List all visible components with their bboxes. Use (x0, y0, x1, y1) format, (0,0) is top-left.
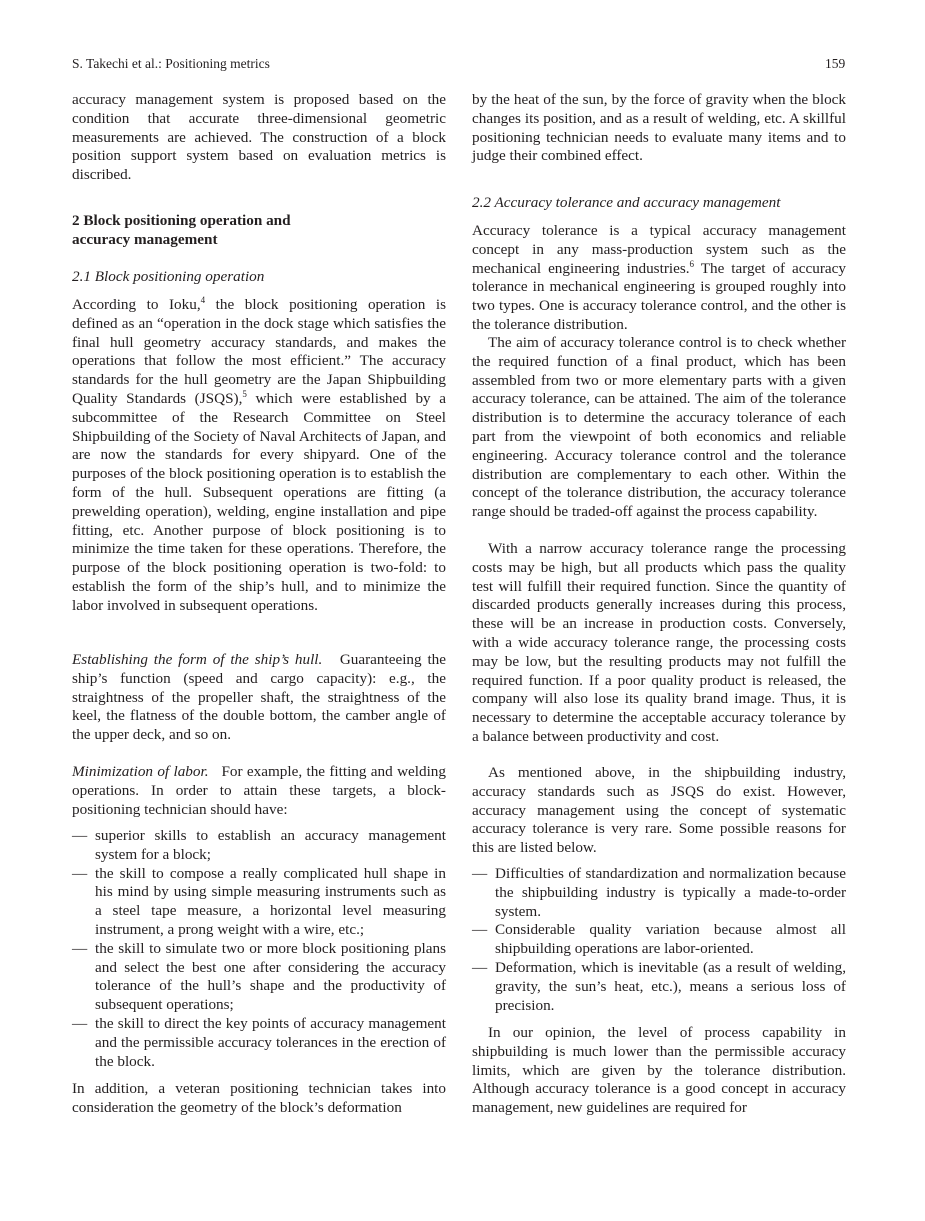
list-item (472, 921, 846, 959)
text: The target of accuracy tolerance in mechanical engineering is grouped roughly into two types. One is accuracy tolerance control, and the other is the tolerance distribution. (472, 259, 846, 333)
list-text: the skill to direct the key points of accuracy management and the permissible accuracy tolerances in the erection of the block. (95, 1014, 446, 1070)
section-heading (72, 212, 446, 250)
dash: — (72, 827, 88, 844)
list-item (72, 1015, 446, 1071)
dash: — (72, 939, 88, 957)
paragraph: In addition, a veteran positioning technician takes into consideration the geometry of the block’s deformation (72, 1080, 446, 1116)
list-item (72, 940, 446, 1015)
text: which were established by a subcommittee of the Research Committee on Steel Shipbuilding of the Society of Naval Architects of Japan, and are now the standards for every shipyard. One of the purposes of the block positioning operation is to establish the form of the hull. Subsequent operations are fitting (a prewelding operation), welding, engine installation and pipe fitting, etc. Another purpose of block positioning is to minimize the time taken for these operations. Therefore, the purpose of the block positioning operation is two-fold: to establish the form of the ship’s hull, and to minimize the labor involved in subsequent operations. (72, 389, 446, 614)
running-title: S. Takechi et al.: Positioning metrics (72, 56, 270, 71)
dash: — (472, 865, 488, 882)
paragraph: With a narrow accuracy tolerance range the processing costs may be high, but all products which pass the quality test will fulfill their required function. Since the quantity of discarded products generally increases during this process, these will be an increase in production costs. Conversely, with a wide accuracy tolerance range, the processing costs may be low, but the resulting products may not fulfill the required function. If a poor quality product is released, the company will also lose its quality brand image. Thus, it is necessary to determine the acceptable accuracy tolerance by a balance between productivity and cost. (472, 540, 846, 745)
list-text: the skill to compose a really complicated hull shape in his mind by using simple measuring instruments such as a steel tape measure, a horizontal level measuring instrument, a prong weight with a wire, etc.; (95, 864, 446, 938)
paragraph (72, 763, 446, 819)
paragraph (72, 651, 446, 745)
section-heading-line: 2 Block positioning operation and (72, 212, 291, 229)
list-item (72, 865, 446, 940)
dash: — (472, 921, 488, 939)
text: Accuracy tolerance is a typical accuracy management concept in any mass-production system such as the mechanical engineering industries. (472, 222, 846, 277)
section-heading-line: accuracy management (72, 230, 218, 248)
text: According to Ioku, (72, 296, 201, 313)
reference: 6 (689, 258, 695, 269)
text: the block positioning operation is defined as an “operation in the dock stage which satisfies the final hull geometry accuracy standards, and makes the operations that follow the most efficient.” The accuracy standards for the hull geometry are the Japan Shipbuilding Quality Standards (JSQS), (72, 296, 446, 407)
dash: — (72, 864, 88, 882)
list-text: the skill to simulate two or more block positioning plans and select the best one after considering the accuracy tolerance of the hull’s shape and the productivity of subsequent operations; (95, 939, 446, 1014)
text: Guaranteeing the ship’s function (speed and cargo capacity): e.g., the straightness of the propeller shaft, the straightness of the keel, the flatness of the double bottom, the camber angle of the upper deck, and so on. (72, 651, 447, 744)
list-item (472, 959, 846, 1015)
list-text: superior skills to establish an accuracy management system for a block; (95, 827, 446, 863)
subsection-heading: 2.1 Block positioning operation (72, 268, 265, 285)
paragraph: The aim of accuracy tolerance control is to check whether the required function of a final product, which has been assembled from two or more elementary parts with a given accuracy tolerance, can be attained. The aim of the tolerance distribution is to determine the accuracy tolerance of each part from the viewpoint of both economics and reliable engineering. Accuracy tolerance control and the tolerance distribution are complementary to each other. Within the concept of the tolerance distribution, the accuracy tolerance range should be traded-off against the process capability. (472, 334, 846, 521)
paragraph (72, 296, 446, 616)
list-item (472, 865, 846, 921)
paragraph: accuracy management system is proposed based on the condition that accurate three-dimensional geometric measurements are achieved. The construction of a block position support system based on evaluation metrics is discribed. (72, 91, 446, 184)
list-text: Deformation, which is inevitable (as a result of welding, gravity, the sun’s heat, etc.), means a serious loss of precision. (495, 958, 846, 1014)
paragraph: In our opinion, the level of process capability in shipbuilding is much lower than the permissible accuracy limits, which are given by the tolerance distribution. Although accuracy tolerance is a good concept in accuracy management, new guidelines are required for (472, 1024, 846, 1117)
run-in-heading: Establishing the form of the ship’s hull. (72, 651, 323, 668)
list-item (72, 827, 446, 865)
reference: 4 (200, 294, 206, 305)
paragraph: by the heat of the sun, by the force of gravity when the block changes its position, and as a result of welding, etc. A skillful positioning technician needs to evaluate many items and to judge their combined effect. (472, 91, 846, 165)
paragraph (472, 222, 846, 335)
run-in-heading: Minimization of labor. (72, 763, 209, 780)
dash: — (72, 1014, 88, 1032)
subsection-heading: 2.2 Accuracy tolerance and accuracy management (472, 194, 781, 211)
list-text: Difficulties of standardization and normalization because the shipbuilding industry is typically a made-to-order system. (495, 865, 846, 920)
skills-list (72, 827, 446, 1071)
dash: — (472, 958, 488, 976)
paragraph: As mentioned above, in the shipbuilding industry, accuracy standards such as JSQS do exist. However, accuracy management using the concept of systematic accuracy tolerance is very rare. Some possible reasons for this are listed below. (472, 764, 846, 857)
list-text: Considerable quality variation because almost all shipbuilding operations are labor-oriented. (495, 921, 846, 958)
reference: 5 (242, 388, 247, 399)
page-number: 159 (825, 56, 846, 71)
reasons-list (472, 865, 846, 1015)
text: For example, the fitting and welding operations. In order to attain these targets, a block-positioning technician should have: (72, 763, 446, 818)
